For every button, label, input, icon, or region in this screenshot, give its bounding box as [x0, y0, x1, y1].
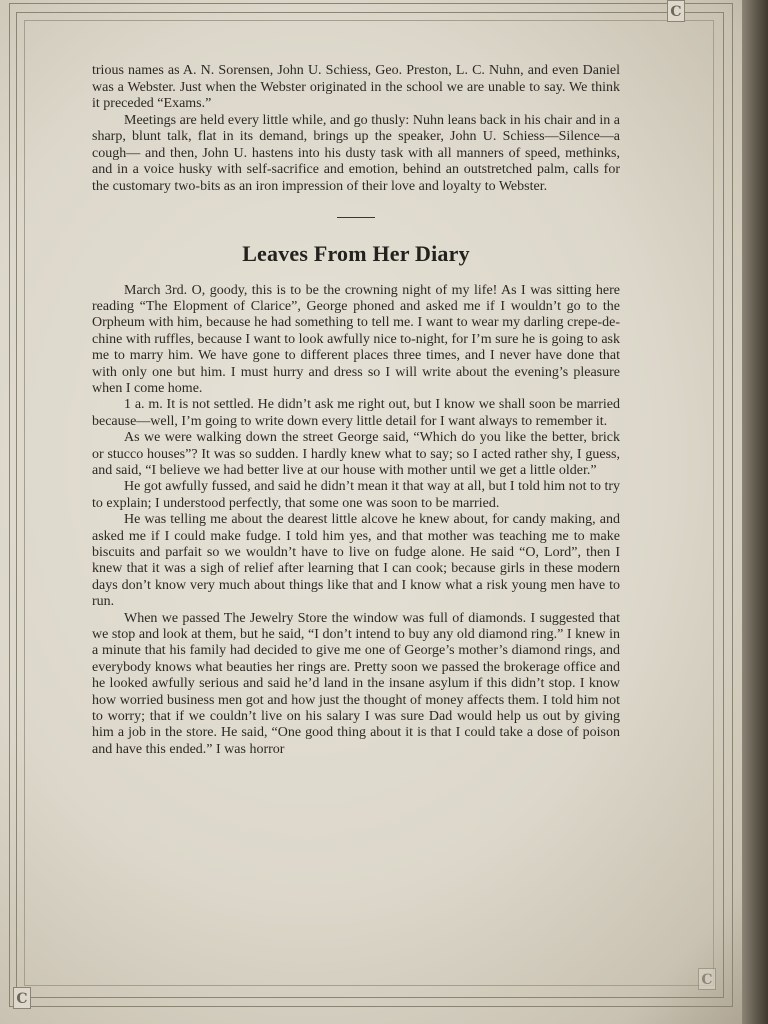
article-title: Leaves From Her Diary	[242, 241, 470, 266]
diary-paragraph: He got awfully fussed, and said he didn’t mean it that way at all, but I told him not to try to explain; I understood perfectly, that some one was soon to be married.	[92, 479, 620, 511]
diary-paragraph: He was telling me about the dearest little alcove he knew about, for candy making, and asked me if I could make fudge. I told him yes, and that mother was teaching me to make biscuits and parfait so we wouldn’t have to live on fudge alone. He said “O, Lord”, then I knew that it was a sigh of relief after learning that I can cook; because girls in these modern days don’t know very much about things like that and I know what a risk young men have to run.	[92, 512, 620, 610]
diary-section	[92, 283, 620, 759]
diary-paragraph: When we passed The Jewelry Store the window was full of diamonds. I suggested that we stop and look at them, but he said, “I don’t intend to buy any old diamond ring.” I knew in a minute that his family had decided to give me one of George’s mother’s diamond rings, and everybody knows what beauties her rings are. Pretty soon we passed the brokerage office and he looked awfully serious and said he’d land in the insane asylum if this didn’t stop. I know how worried business men got and how just the thought of money affects them. I told him not to worry; that if we couldn’t live on his salary I was sure Dad would help us out by giving him a job in the store. He said, “One good thing about it is that I could take a dose of poison and have this ended.” I was horror	[92, 610, 620, 757]
diary-paragraph: March 3rd. O, goody, this is to be the crowning night of my life! As I was sitting here reading “The Elopment of Clarice”, George phoned and asked me if I wouldn’t go to the Orpheum with him, because he had something to tell me. I want to wear my darling crepe-de-chine with ruffles, because I want to look awfully nice to-night, for I’m sure he is going to ask me to marry him. We have gone to different places three times, and I never have done that with only one but him. I must hurry and dress so I will write about the evening’s pleasure when I come home.	[92, 282, 620, 396]
section-divider	[337, 217, 375, 218]
intro-section	[92, 63, 620, 195]
intro-paragraph: Meetings are held every little while, and go thusly: Nuhn leans back in his chair and in a sharp, blunt talk, flat in its demand, brings up the speaker, John U. Schiess—Silence—a cough— and then, John U. hastens into his dusty task with all manners of speed, methinks, and in a voice husky with self-sacrifice and emotion, behind an outstretched palm, calls for the customary two-bits as an iron impression of their love and loyalty to Webster.	[92, 112, 620, 194]
intro-paragraph: trious names as A. N. Sorensen, John U. Schiess, Geo. Preston, L. C. Nuhn, and even Daniel was a Webster. Just when the Webster originated in the school we are unable to say. We think it preceded “Exams.”	[92, 63, 620, 111]
corner-ornament-top-right: C	[667, 0, 685, 22]
diary-paragraph: As we were walking down the street George said, “Which do you like the better, brick or stucco houses”? It was so sudden. I hardly knew what to say; so I acted rather shy, I guess, and said, “I believe we had better live at our house with mother until we get a little older.”	[92, 430, 620, 478]
page-text	[92, 63, 620, 758]
corner-ornament-bottom-left: C	[13, 987, 31, 1009]
diary-paragraph: 1 a. m. It is not settled. He didn’t ask me right out, but I know we shall soon be married because—well, I’m going to write down every little detail for I want always to remember it.	[92, 397, 620, 429]
corner-ornament-bottom-right: C	[698, 968, 716, 990]
page-edge-shadow	[742, 0, 768, 1024]
